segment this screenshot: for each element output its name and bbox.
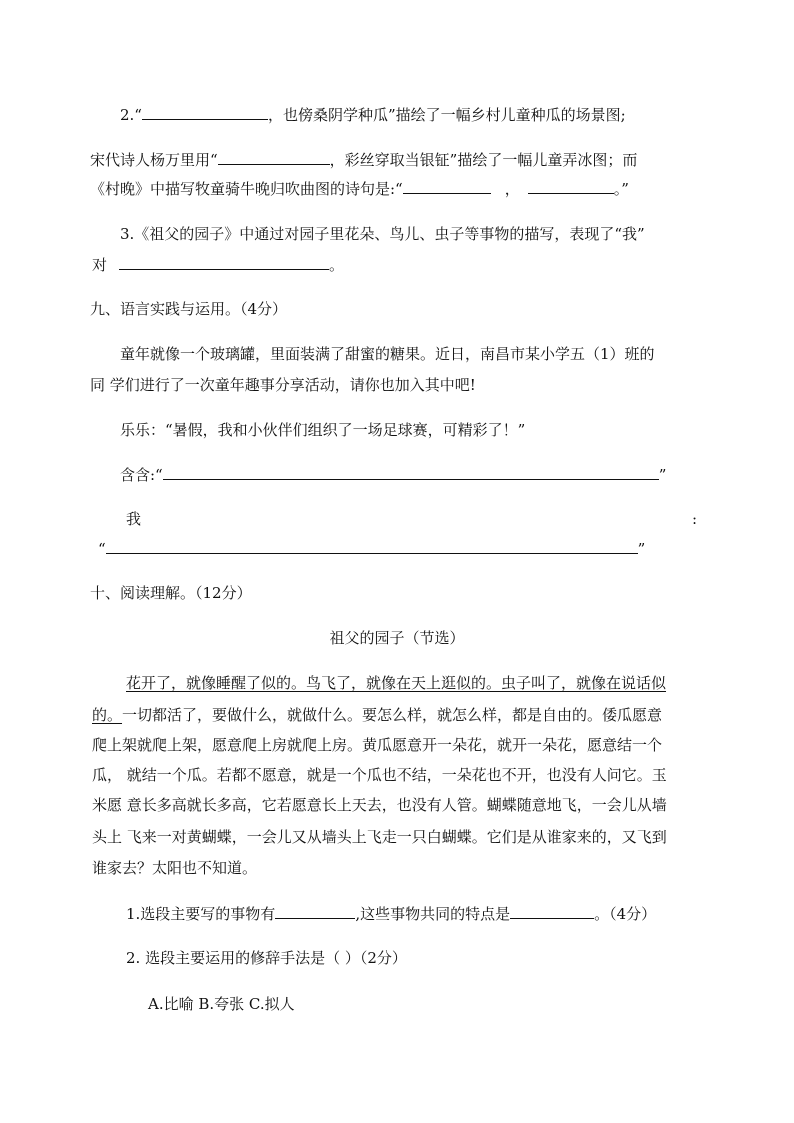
q10-item2: 2. 选段主要运用的修辞手法是（ ）（2分） (126, 949, 407, 967)
passage-line2-text: 一切都活了，要做什么，就做什么。要怎么样，就怎么样，都是自由的。倭瓜愿意 (122, 706, 663, 724)
q9-hanhan (120, 463, 666, 486)
q9-me-line2 (98, 537, 645, 560)
q8-item2-line2-text2: ，彩丝穿取当银钲”描绘了一幅儿童弄冰图；而 (329, 151, 638, 169)
q8-item2-line3-comma: ， (504, 180, 520, 198)
answer-blank[interactable] (142, 103, 268, 120)
answer-blank[interactable] (403, 177, 491, 194)
q10-heading: 十、阅读理解。（12分） (90, 584, 252, 602)
q8-item2-line3-end: 。” (613, 180, 629, 198)
q8-item2-line3 (90, 177, 629, 200)
q9-me-colon: : (692, 510, 698, 528)
q9-intro-line1: 童年就像一个玻璃罐，里面装满了甜蜜的糖果。近日，南昌市某小学五（1）班的 (120, 345, 655, 363)
q8-item2-line1 (120, 103, 626, 126)
q9-me-open: “ (98, 540, 106, 558)
q9-heading: 九、语言实践与运用。（4分） (90, 300, 288, 318)
q10-item1-text: 1.选段主要写的事物有 (126, 905, 276, 923)
answer-blank[interactable] (528, 177, 614, 194)
passage-line2 (92, 704, 662, 726)
q9-lele: 乐乐：“暑假，我和小伙伴们组织了一场足球赛，可精彩了！” (120, 421, 526, 439)
q10-item2-options: A.比喻 B.夸张 C.拟人 (148, 995, 295, 1013)
answer-blank[interactable] (163, 463, 659, 480)
q8-item2-line2-text: 宋代诗人杨万里用“ (90, 151, 218, 169)
q8-item2-line3-text: 《村晚》中描写牧童骑牛晚归吹曲图的诗句是:“ (90, 180, 403, 198)
answer-blank[interactable] (119, 253, 329, 270)
q9-me-close: ” (637, 540, 646, 558)
answer-blank[interactable] (510, 902, 594, 919)
q8-item3-dui: 对 (92, 256, 108, 274)
passage-line7: 谁家去？太阳也不知道。 (92, 859, 258, 877)
passage-underlined-end: 的。 (92, 706, 123, 724)
passage-line3: 爬上架就爬上架，愿意爬上房就爬上房。黄瓜愿意开一朵花，就开一朵花，愿意结一个 (92, 736, 663, 754)
q8-item3-line1: 3.《祖父的园子》中通过对园子里花朵、鸟儿、虫子等事物的描写，表现了“我” (120, 225, 645, 243)
answer-blank[interactable] (106, 537, 638, 554)
q9-hanhan-label: 含含:“ (120, 466, 163, 484)
q8-item3-line2 (92, 253, 344, 276)
q9-intro-line2: 同 学们进行了一次童年趣事分享活动，请你也加入其中吧! (90, 376, 476, 394)
q10-item1-end: 。（4分） (594, 905, 657, 923)
passage-title: 祖父的园子（节选） (329, 629, 465, 647)
q10-item1 (126, 902, 656, 925)
answer-blank[interactable] (275, 902, 355, 919)
passage-line1: 花开了，就像睡醒了似的。鸟飞了，就像在天上逛似的。虫子叫了，就像在说话似 (126, 674, 667, 692)
q9-me-label: 我 (126, 510, 142, 528)
answer-blank[interactable] (218, 148, 330, 165)
q8-item2-text: ，也傍桑阴学种瓜”描绘了一幅乡村儿童种瓜的场景图; (267, 106, 626, 124)
passage-line6: 头上 飞来一对黄蝴蝶，一会儿又从墙头上飞走一只白蝴蝶。它们是从谁家来的，又飞到 (92, 828, 667, 846)
q9-hanhan-end: ” (658, 466, 667, 484)
q10-item1-text2: ,这些事物共同的特点是 (355, 905, 511, 923)
q8-item2-prefix: 2.“ (120, 106, 142, 124)
passage-line5: 米愿 意长多高就长多高，它若愿意长上天去，也没有人管。蝴蝶随意地飞，一会儿从墙 (92, 796, 667, 814)
passage-line4: 瓜， 就结一个瓜。若都不愿意，就是一个瓜也不结，一朵花也不开，也没有人问它。玉 (92, 766, 667, 784)
q8-item2-line2 (90, 148, 637, 171)
q8-item3-end: 。 (329, 256, 345, 274)
